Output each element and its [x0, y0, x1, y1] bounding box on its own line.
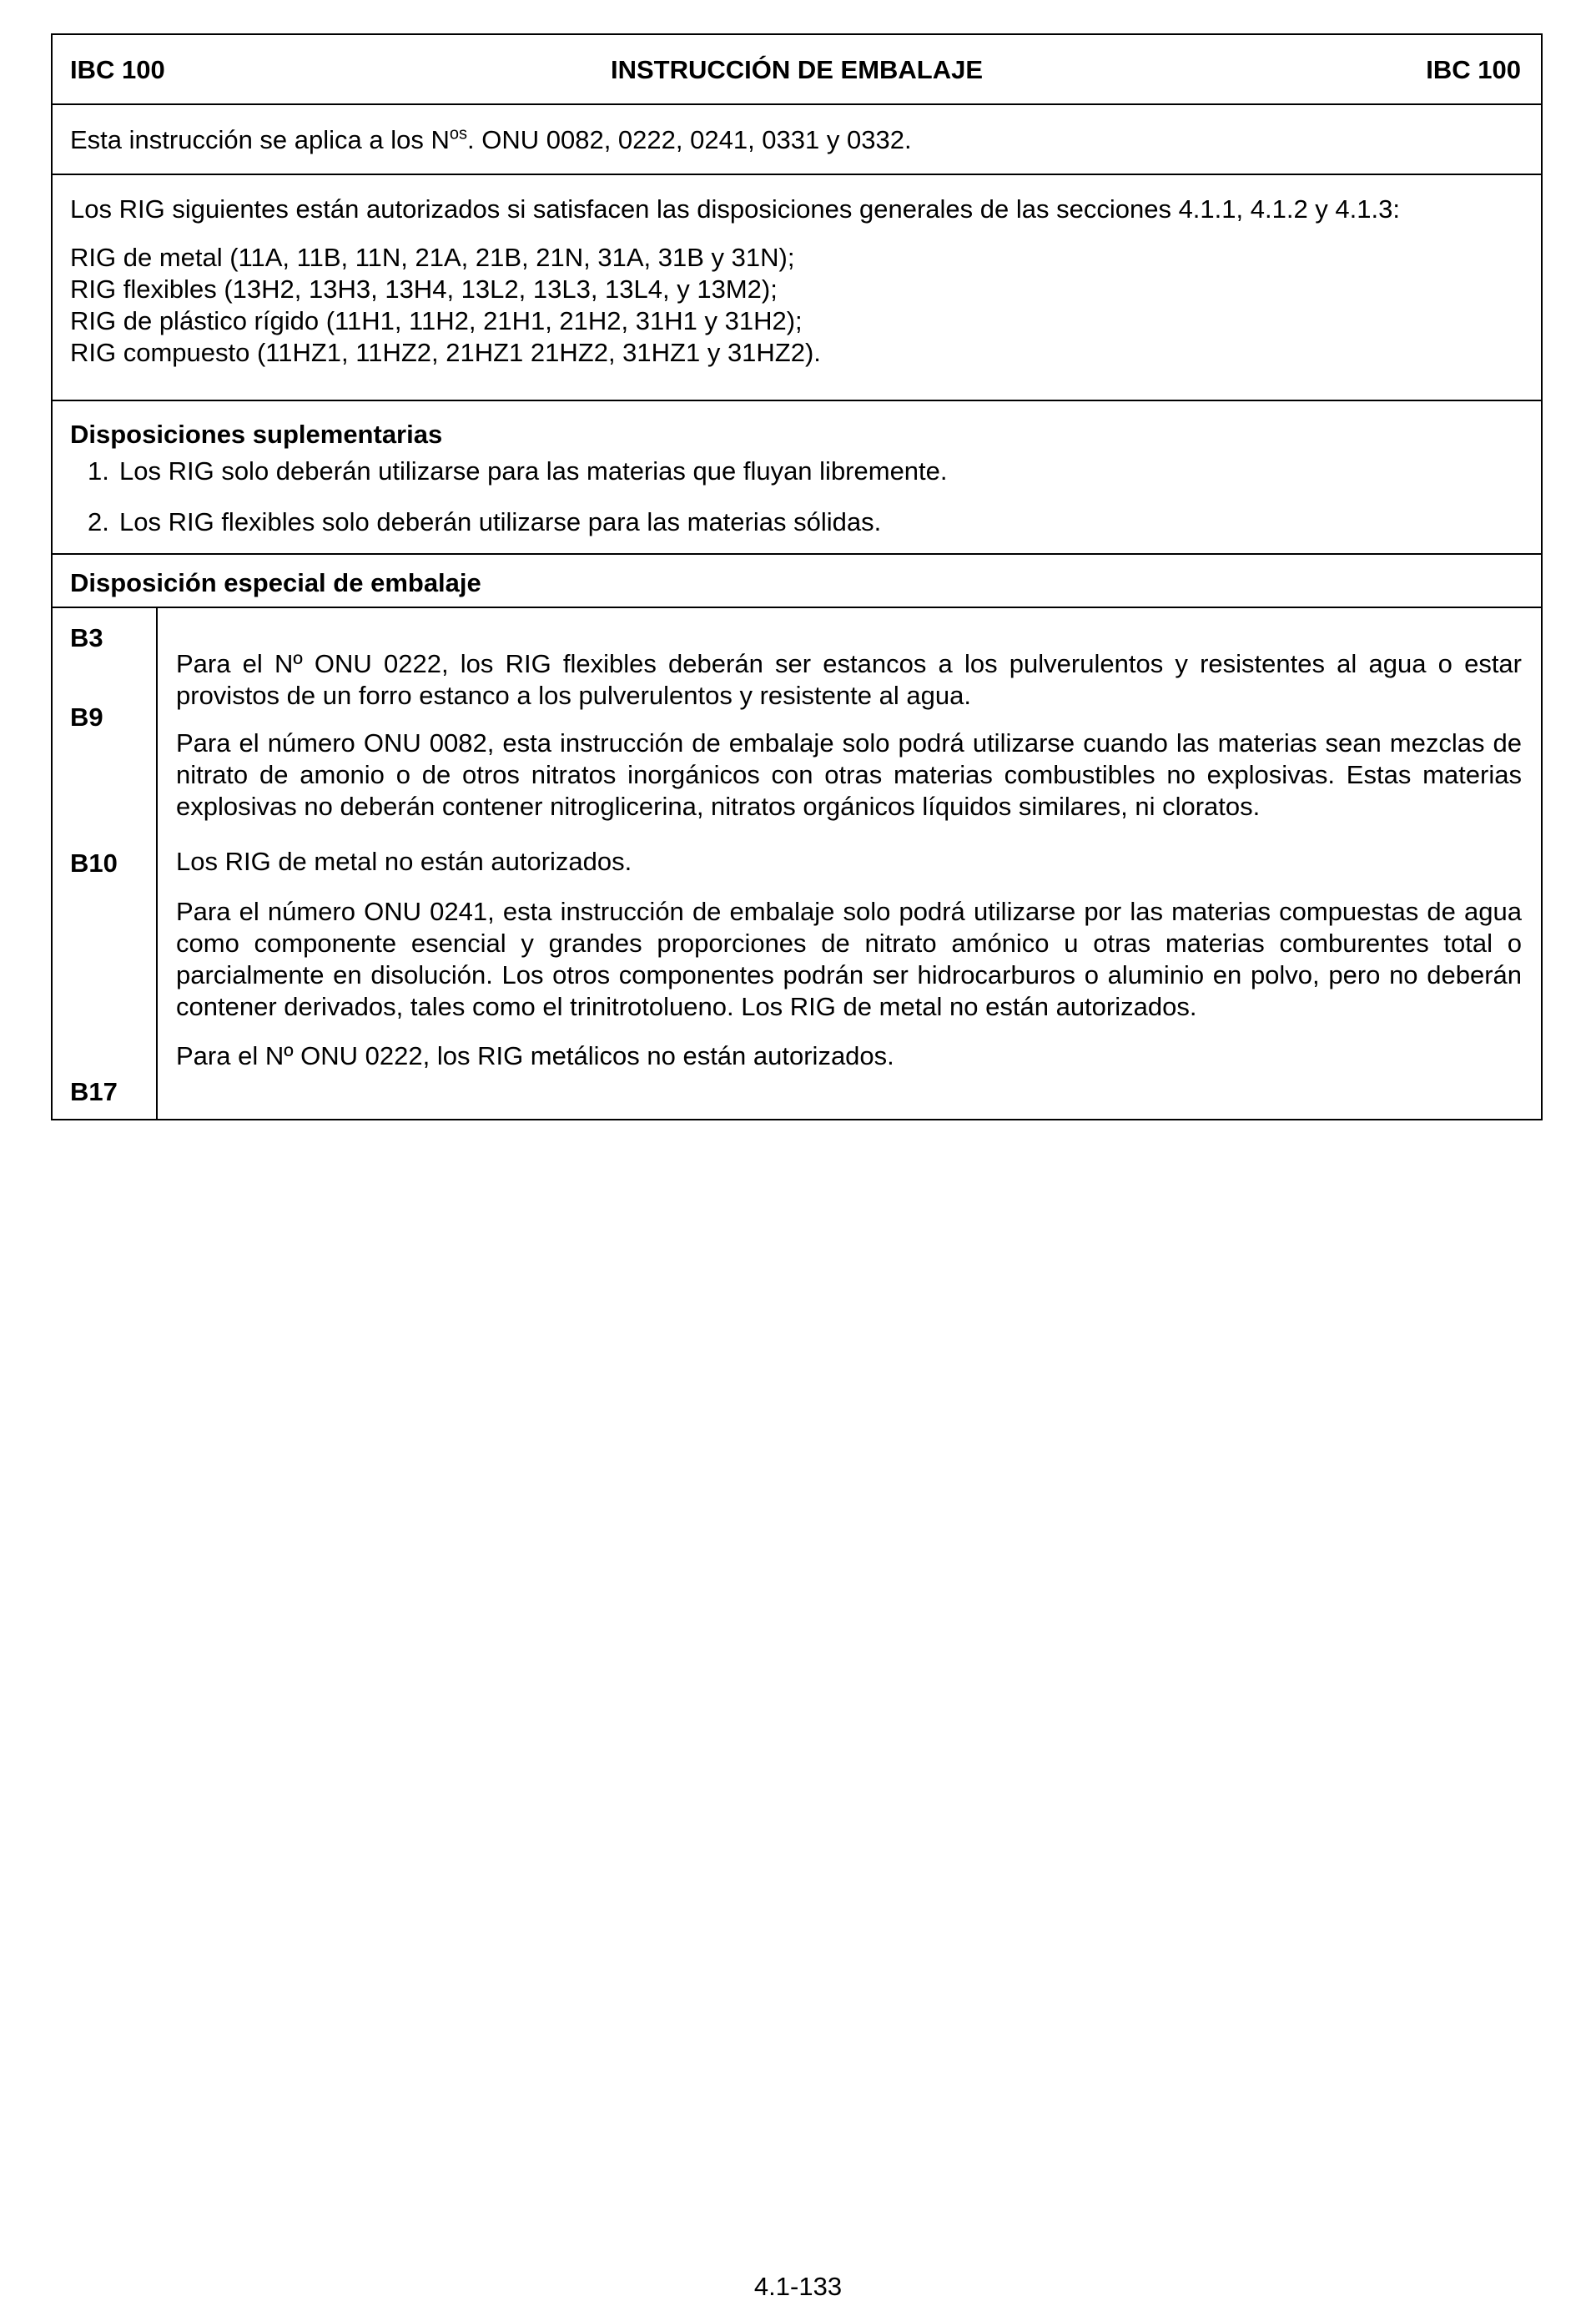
authorized-item-rigid-plastic: RIG de plástico rígido (11H1, 11H2, 21H1, 21H2, 31H1 y 31H2);	[70, 306, 803, 335]
code-b10: B10	[70, 848, 118, 878]
list-item-text: Los RIG solo deberán utilizarse para las materias que fluyan libremente.	[119, 456, 948, 486]
provision-text-b3: Para el Nº ONU 0222, los RIG flexibles deberán ser estancos a los pulverulentos y resistentes al agua o estar provistos de un forro estanco a los pulverulentos y resistente al agua.	[176, 649, 1522, 710]
special-provision-codes	[53, 608, 158, 1119]
header-title: INSTRUCCIÓN DE EMBALAJE	[610, 55, 984, 84]
supplementary-provisions-row	[53, 401, 1541, 555]
special-provision-title: Disposición especial de embalaje	[70, 568, 481, 597]
provision-text-0241: Para el número ONU 0241, esta instrucción de embalaje solo podrá utilizarse por las materias compuestas de agua como componente esencial y grandes proporciones de nitrato amónico u otras materias comburentes total o parcialmente en disolución. Los otros componentes podrán ser hidrocarburos o aluminio en polvo, pero no deberán contener derivados, tales como el trinitrotolueno. Los RIG de metal no están autorizados.	[176, 897, 1522, 1021]
page-number: 4.1-133	[753, 2272, 843, 2301]
provision-text-b9: Para el número ONU 0082, esta instrucción de embalaje solo podrá utilizarse cuando las materias sean mezclas de nitrato de amonio o de otros nitratos inorgánicos con otras materias combustibles no explosivas. Estas materias explosivas no deberán contener nitroglicerina, nitratos orgánicos líquidos similares, ni cloratos.	[176, 728, 1522, 821]
code-b3: B3	[70, 623, 103, 652]
applies-to-row	[53, 105, 1541, 175]
list-item-text: Los RIG flexibles solo deberán utilizarse para las materias sólidas.	[119, 507, 882, 536]
header-code-left: IBC 100	[70, 55, 165, 84]
applies-to-text	[70, 124, 1523, 156]
special-provision-texts	[158, 608, 1541, 1119]
code-b9: B9	[70, 702, 103, 732]
authorized-item-flexible: RIG flexibles (13H2, 13H3, 13H4, 13L2, 13L3, 13L4, y 13M2);	[70, 274, 778, 304]
special-provision-title-row	[53, 555, 1541, 608]
provision-text-b17: Para el Nº ONU 0222, los RIG metálicos no están autorizados.	[176, 1041, 894, 1070]
provision-text-b10: Los RIG de metal no están autorizados.	[176, 847, 632, 876]
special-provisions-row	[53, 608, 1541, 1119]
header-code-right: IBC 100	[1426, 55, 1521, 84]
list-item-number: 2.	[88, 507, 109, 536]
list-item	[70, 506, 1523, 538]
authorized-item-metal: RIG de metal (11A, 11B, 11N, 21A, 21B, 21N, 31A, 31B y 31N);	[70, 243, 795, 272]
list-item	[70, 456, 1523, 487]
applies-suffix: . ONU 0082, 0222, 0241, 0331 y 0332.	[467, 125, 912, 154]
authorized-ibc-row	[53, 175, 1541, 401]
authorized-intro: Los RIG siguientes están autorizados si satisfacen las disposiciones generales de las secciones 4.1.1, 4.1.2 y 4.1.3:	[70, 194, 1400, 224]
code-b17: B17	[70, 1077, 118, 1106]
table-header-row	[53, 35, 1541, 105]
authorized-item-composite: RIG compuesto (11HZ1, 11HZ2, 21HZ1 21HZ2, 31HZ1 y 31HZ2).	[70, 338, 821, 367]
list-item-number: 1.	[88, 456, 109, 486]
applies-superscript: os	[449, 124, 467, 143]
applies-prefix: Esta instrucción se aplica a los N	[70, 125, 450, 154]
supplementary-title: Disposiciones suplementarias	[70, 420, 443, 449]
packing-instruction-table	[51, 33, 1543, 1120]
